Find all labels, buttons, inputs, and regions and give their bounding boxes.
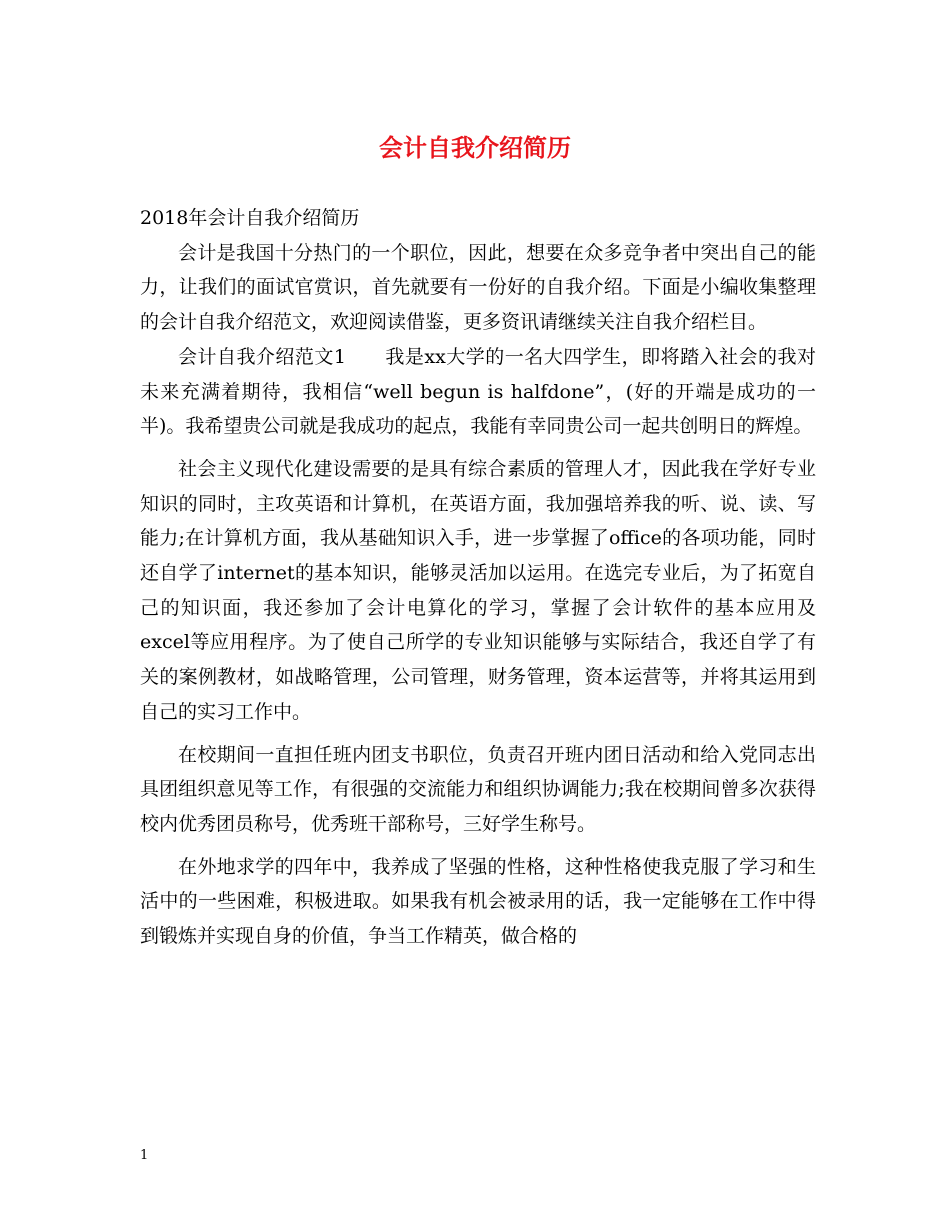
paragraph-campus-roles: 在校期间一直担任班内团支书职位，负责召开班内团日活动和给入党同志出具团组织意见等工作，有很强的交流能力和组织协调能力;我在校期间曾多次获得校内优秀团员称号，优秀班干部称号，三好学生称号。 [140,743,816,835]
paragraph-intro: 会计是我国十分热门的一个职位，因此，想要在众多竞争者中突出自己的能力，让我们的面试官赏识，首先就要有一份好的自我介绍。下面是小编收集整理的会计自我介绍范文，欢迎阅读借鉴，更多资讯请继续关注自我介绍栏目。 [140,241,816,334]
paragraph-personality: 在外地求学的四年中，我养成了坚强的性格，这种性格使我克服了学习和生活中的一些困难，积极进取。如果我有机会被录用的话，我一定能够在工作中得到锻炼并实现自身的价值，争当工作精英，做合格的 [140,855,816,948]
page-number: 1 [140,1148,149,1163]
document-title: 会计自我介绍简历 [379,133,571,162]
document-body [140,201,816,954]
paragraph-sample-1: 会计自我介绍范文1 我是xx大学的一名大四学生，即将踏入社会的我对未来充满着期待，我相信“well begun is halfdone”，(好的开端是成功的一半)。我希望贵公司就是我成功的起点，我能有幸同贵公司一起共创明日的辉煌。 [140,345,816,438]
document-subtitle: 2018年会计自我介绍简历 [140,207,360,229]
paragraph-skills: 社会主义现代化建设需要的是具有综合素质的管理人才，因此我在学好专业知识的同时，主攻英语和计算机，在英语方面，我加强培养我的听、说、读、写能力;在计算机方面，我从基础知识入手，进一步掌握了office的各项功能，同时还自学了internet的基本知识，能够灵活加以运用。在选完专业后，为了拓宽自己的知识面，我还参加了会计电算化的学习，掌握了会计软件的基本应用及excel等应用程序。为了使自己所学的专业知识能够与实际结合，我还自学了有关的案例教材，如战略管理，公司管理，财务管理，资本运营等，并将其运用到自己的实习工作中。 [140,457,816,723]
